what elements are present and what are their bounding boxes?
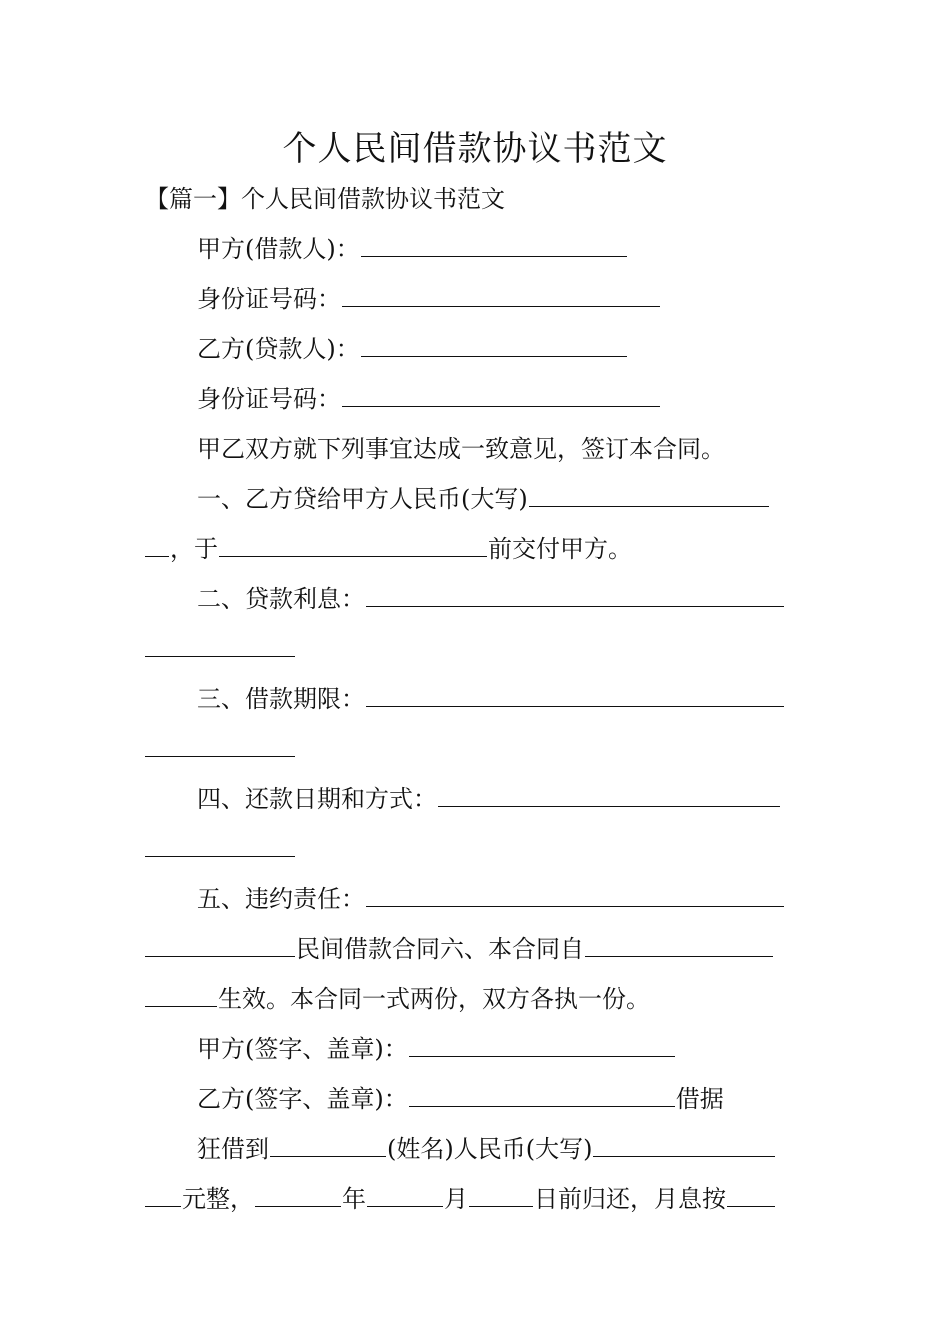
interest-blank[interactable] [366, 584, 784, 607]
receipt-text-a: 狂借到 [197, 1135, 269, 1163]
sign-a-label: 甲方(签字、盖章)： [197, 1035, 408, 1063]
loan-amount-blank-cont[interactable] [145, 534, 169, 557]
clause-6-text: 民间借款合同六、本合同自 [296, 935, 584, 963]
receipt-day-blank[interactable] [469, 1184, 533, 1207]
id-label-b: 身份证号码： [197, 385, 341, 413]
clause-5-line [145, 882, 862, 916]
receipt-year: 年 [342, 1185, 366, 1213]
clause-6-end: 生效。本合同一式两份，双方各执一份。 [218, 985, 650, 1013]
liability-blank-cont[interactable] [145, 934, 295, 957]
term-blank-cont[interactable] [145, 734, 295, 757]
receipt-name-blank[interactable] [270, 1134, 386, 1157]
clause-3-line [145, 682, 862, 716]
clause-1-line-1 [145, 482, 862, 516]
clause-1-line-2 [145, 532, 810, 566]
clause-5-label: 五、违约责任： [197, 885, 365, 913]
clause-6-line-2 [145, 982, 810, 1016]
receipt-interest-blank[interactable] [727, 1184, 775, 1207]
clause-6-line-1 [145, 932, 810, 966]
id-label-a: 身份证号码： [197, 285, 341, 313]
receipt-amount-blank[interactable] [593, 1134, 775, 1157]
party-b-label: 乙方(贷款人)： [197, 335, 360, 363]
repayment-blank-cont[interactable] [145, 834, 295, 857]
receipt-day: 日前归还，月息按 [534, 1185, 726, 1213]
party-a-id-blank[interactable] [342, 284, 660, 307]
effective-date-blank[interactable] [585, 934, 773, 957]
section-heading: 【篇一】个人民间借款协议书范文 [145, 185, 505, 213]
party-b-line [145, 332, 862, 366]
party-b-blank[interactable] [361, 334, 627, 357]
intro-text: 甲乙双方就下列事宜达成一致意见，签订本合同。 [197, 435, 725, 463]
receipt-year-blank[interactable] [255, 1184, 341, 1207]
clause-4-cont [145, 832, 810, 866]
receipt-text-b: (姓名)人民币(大写) [387, 1135, 593, 1163]
interest-blank-cont[interactable] [145, 634, 295, 657]
receipt-line-2 [145, 1182, 810, 1216]
party-a-label: 甲方(借款人)： [197, 235, 360, 263]
clause-2-cont [145, 632, 810, 666]
clause-1-text: 一、乙方贷给甲方人民币(大写) [197, 485, 528, 513]
clause-4-line [145, 782, 862, 816]
clause-3-label: 三、借款期限： [197, 685, 365, 713]
sign-b-blank[interactable] [409, 1084, 675, 1107]
clause-4-label: 四、还款日期和方式： [197, 785, 437, 813]
clause-2-line [145, 582, 862, 616]
receipt-month-blank[interactable] [367, 1184, 443, 1207]
sign-a-blank[interactable] [409, 1034, 675, 1057]
receipt-title: 借据 [675, 1085, 724, 1113]
party-a-blank[interactable] [361, 234, 627, 257]
sign-b-label: 乙方(签字、盖章)： [197, 1085, 408, 1113]
liability-blank[interactable] [366, 884, 784, 907]
receipt-text-c: 元整， [182, 1185, 254, 1213]
repayment-blank[interactable] [438, 784, 780, 807]
document-title: 个人民间借款协议书范文 [282, 129, 668, 169]
clause-2-label: 二、贷款利息： [197, 585, 365, 613]
party-a-line [145, 232, 862, 266]
party-b-id-line [145, 382, 862, 416]
party-b-id-blank[interactable] [342, 384, 660, 407]
clause-3-cont [145, 732, 810, 766]
clause-1-end: 前交付甲方。 [488, 535, 632, 563]
sign-b-line [145, 1082, 862, 1116]
receipt-line-1 [145, 1132, 862, 1166]
receipt-amount-blank-cont[interactable] [145, 1184, 181, 1207]
party-a-id-line [145, 282, 862, 316]
clause-1-yu: ，于 [170, 535, 218, 563]
delivery-date-blank[interactable] [219, 534, 487, 557]
effective-date-blank-cont[interactable] [145, 984, 217, 1007]
receipt-month: 月 [444, 1185, 468, 1213]
term-blank[interactable] [366, 684, 784, 707]
loan-amount-blank[interactable] [529, 484, 769, 507]
sign-a-line [145, 1032, 862, 1066]
